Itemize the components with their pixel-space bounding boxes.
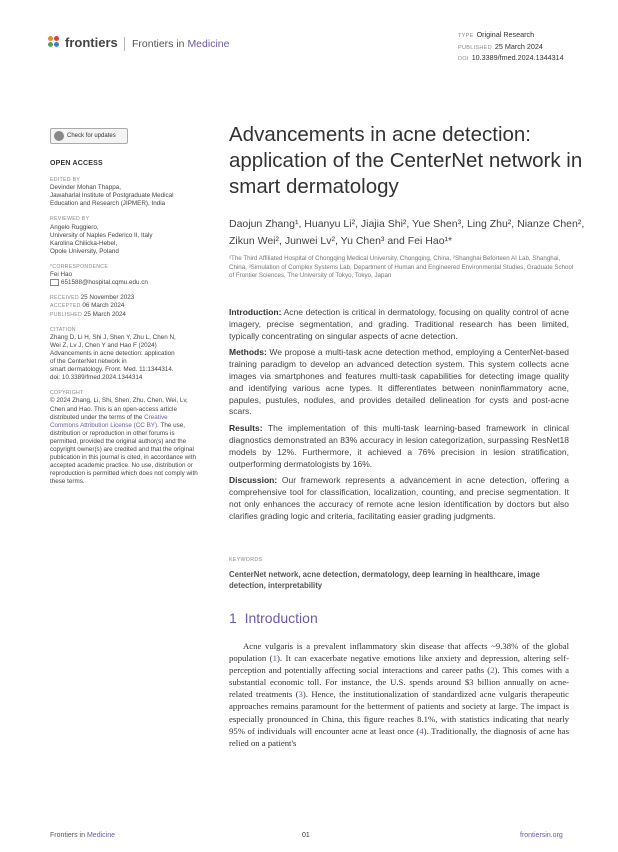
reference-link[interactable]: 2	[490, 665, 495, 676]
reviewed-by-label: REVIEWED BY	[50, 216, 90, 223]
author-list: Daojun Zhang¹, Huanyu Li², Jiajia Shi², Yue Shen³, Ling Zhu², Nianze Chen², Zikun Wei², Junwei Lv², Yu Chen³ and Fei Hao¹*	[229, 218, 585, 247]
correspondence-label: *CORRESPONDENCE	[50, 263, 109, 270]
frontiers-logo[interactable]	[48, 35, 118, 50]
edited-by-section	[50, 176, 200, 208]
page-number: 01	[302, 832, 310, 839]
journal-name[interactable]	[132, 38, 229, 50]
published-value: 25 March 2024	[494, 41, 543, 51]
reviewer-line: Karolina Chilicka-Hebel,	[50, 239, 118, 247]
abstract-label: Results:	[229, 423, 263, 434]
abstract	[229, 307, 569, 528]
section-number: 1	[229, 610, 237, 626]
abstract-methods	[229, 347, 569, 418]
reference-link[interactable]: 3	[298, 689, 303, 700]
footer-journal[interactable]	[50, 832, 115, 839]
license-link[interactable]: Creative Commons Attribution License (CC BY)	[50, 413, 168, 429]
brand-name: frontiers	[65, 35, 118, 50]
mail-icon	[50, 279, 59, 286]
editor-line: Education and Research (JIPMER), India	[50, 200, 166, 208]
editor-line: Jawaharlal Institute of Postgraduate Medical	[50, 192, 174, 200]
type-value: Original Research	[476, 30, 535, 39]
journal-title: Medicine	[187, 38, 230, 50]
intro-text: ). Hence, the institutionalization of standardized acne vulgaris therapeutic approaches remains paramount for the betterment of patients and society at large. The impact is especially pronounced in China, this figure reaches 8.1%, with statistics indicating that nearly 95% of individuals will encounter acne at least once (	[229, 689, 569, 736]
section-heading	[229, 610, 318, 626]
citation-line: smart dermatology. Front. Med. 11:1344314.	[50, 366, 174, 374]
reference-link[interactable]: 1	[272, 653, 277, 664]
footer-site-link[interactable]: frontiersin.org	[520, 832, 563, 839]
reviewer-line: Opole University, Poland	[50, 247, 119, 255]
citation-line: Advancements in acne detection: application	[50, 349, 175, 357]
abstract-discussion	[229, 475, 569, 522]
article-sidebar	[50, 160, 200, 493]
abstract-results	[229, 423, 569, 470]
copyright-text-end: . The use, distribution or reproduction in other forums is permitted, provided the original author(s) and the copyright owner(s) are credited and that the original publication in this journal is cited, in accordance with accepted academic practice. No use, distribution or reproduction is permitted which does not comply with these terms.	[50, 421, 198, 486]
doi-label: DOI	[458, 56, 469, 62]
intro-text: ). This comes with a substantial economic toll. For instance, the U.S. spends around $3 billion annually on acne-related treatments (	[229, 665, 569, 700]
received-label: RECEIVED	[50, 295, 79, 302]
introduction-paragraph	[229, 640, 569, 749]
received-date: 25 November 2023	[80, 294, 135, 302]
check-updates-button[interactable]	[50, 128, 128, 144]
footer-prefix: Frontiers in	[50, 832, 87, 839]
reviewer-line: Angelo Ruggiero,	[50, 223, 99, 231]
doi-value[interactable]: 10.3389/fmed.2024.1344314	[471, 53, 564, 62]
keywords-label: KEYWORDS	[229, 557, 263, 563]
abstract-text: Acne detection is critical in dermatology, focusing on quality control of acne imagery, precise segmentation, and grading. Traditional research has been limited, typically concentrating on singular aspects of acne detection.	[229, 307, 569, 341]
article-title: Advancements in acne detection: application of the CenterNet network in smart dermatology	[229, 123, 583, 198]
citation-line: doi: 10.3389/fmed.2024.1344314	[50, 374, 143, 382]
copyright-section	[50, 389, 198, 486]
editor-line: Devinder Mohan Thappa,	[50, 184, 121, 192]
intro-text: ). Traditionally, the diagnosis of acne has relied on a patient's	[229, 725, 569, 748]
copyright-label: COPYRIGHT	[50, 390, 84, 397]
affiliations: ¹The Third Affiliated Hospital of Chongqing Medical University, Chongqing, China, ²Shanghai Beforteen AI Lab, Shanghai, China, ³Simulation of Complex Systems Lab, Department of Human and Engineered Environmental Studies, Graduate School of Frontier Sciences, The University of Tokyo, Tokyo, Japan	[229, 255, 574, 280]
check-updates-label: Check for updates	[67, 133, 116, 139]
footer-journal-name: Medicine	[86, 832, 115, 839]
section-title: Introduction	[244, 610, 318, 626]
reference-link[interactable]: 4	[419, 725, 424, 736]
copyright-text: © 2024 Zhang, Li, Shi, Shen, Zhu, Chen, Wei, Lv, Chen and Hao. This is an open-access article distributed under the terms of the	[50, 397, 188, 421]
citation-line: Zhang D, Li H, Shi J, Shen Y, Zhu L, Chen N,	[50, 333, 176, 341]
citation-label: CITATION	[50, 326, 76, 333]
abstract-text: We propose a multi-task acne detection method, employing a CenterNet-based training paradigm to develop an advanced detection system. This system collects acne images via smartphones and features multi-task capabilities for detecting image quality and identifying various acne types. It differentiates between noninflammatory acne, papules, pustules, nodules, and provides detailed delineation for cysts and post-acne scars.	[229, 347, 569, 417]
accepted-label: ACCEPTED	[50, 303, 81, 310]
abstract-label: Methods:	[229, 347, 267, 358]
citation-line: of the CenterNet network in	[50, 358, 127, 366]
frontiers-logo-icon	[48, 36, 62, 50]
abstract-text: Our framework represents a advancement in acne detection, offering a comprehensive tool for classification, localization, counting, and precise segmentation. It not only enhances the accuracy of remote acne lesion identification by doctors but also clarifies grading logic and criteria, facilitating easier grading judgments.	[229, 475, 569, 521]
citation-line: Wei Z, Lv J, Chen Y and Hao F (2024)	[50, 341, 157, 349]
reviewer-line: University of Naples Federico II, Italy	[50, 231, 153, 239]
published-label: PUBLISHED	[458, 44, 492, 51]
published-label: PUBLISHED	[50, 311, 83, 318]
type-label: TYPE	[458, 33, 474, 39]
abstract-label: Introduction:	[229, 307, 282, 317]
abstract-label: Discussion:	[229, 475, 278, 486]
citation-section	[50, 326, 200, 383]
intro-text: ). It can exacerbate negative emotions like anxiety and depression, altering self-perception and potentially affecting social interactions and career paths (	[229, 653, 569, 676]
correspondence-name: Fei Hao	[50, 271, 73, 279]
abstract-text: The implementation of this multi-task learning-based framework in clinical diagnostics demonstrated an 83% accuracy in lesion categorization, surpassing ResNet18 models by 12%. Furthermore, it achieved a 76% precision in lesion stratification, outperforming dermatologists by 16%.	[229, 423, 569, 469]
email-row	[50, 279, 200, 287]
article-meta	[458, 30, 564, 65]
intro-text: Acne vulgaris is a prevalent inflammatory skin disease that affects ~9.38% of the global population (	[229, 641, 569, 664]
published-date: 25 March 2024	[83, 310, 126, 318]
abstract-introduction	[229, 307, 569, 342]
correspondence-section	[50, 263, 200, 287]
refresh-icon	[54, 131, 64, 141]
reviewed-by-section	[50, 215, 200, 255]
journal-prefix: Frontiers in	[132, 38, 188, 50]
open-access-label: OPEN ACCESS	[50, 160, 103, 167]
dates-section	[50, 294, 200, 318]
keywords: CenterNet network, acne detection, dermatology, deep learning in healthcare, image detection, interpretability	[229, 570, 540, 590]
accepted-date: 06 March 2024	[82, 302, 125, 310]
correspondence-email[interactable]: 651588@hospital.cqmu.edu.cn	[61, 279, 148, 287]
header-divider	[124, 37, 125, 51]
edited-by-label: EDITED BY	[50, 177, 81, 184]
